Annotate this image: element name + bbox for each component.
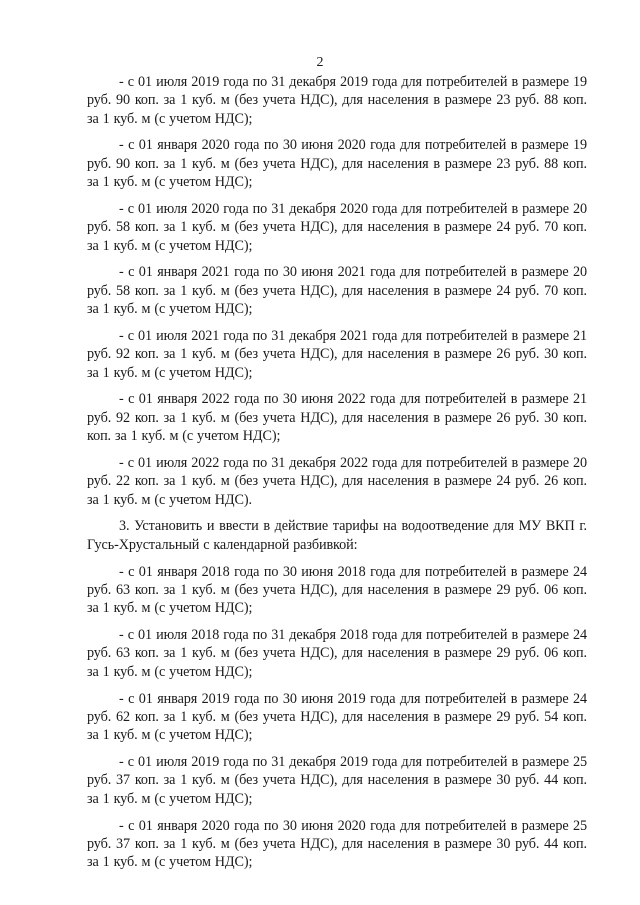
tariff-item-sewage-2019-h1: - с 01 января 2019 года по 30 июня 2019 года для потребителей в размере 24 руб. 62 коп. за 1 куб. м (без учета НДС), для населения в размере 29 руб. 54 коп. за 1 куб. м (с учетом НДС); <box>87 690 587 744</box>
tariff-item-water-2021-h2: - с 01 июля 2021 года по 31 декабря 2021 года для потребителей в размере 21 руб. 92 коп. за 1 куб. м (без учета НДС), для населения в размере 26 руб. 30 коп. за 1 куб. м (с учетом НДС); <box>87 327 587 381</box>
tariff-item-sewage-2018-h2: - с 01 июля 2018 года по 31 декабря 2018 года для потребителей в размере 24 руб. 63 коп. за 1 куб. м (без учета НДС), для населения в размере 29 руб. 06 коп. за 1 куб. м (с учетом НДС); <box>87 627 587 680</box>
section-3-heading: 3. Установить и ввести в действие тарифы на водоотведение для МУ ВКП г. Гусь-Хрустальный с календарной разбивкой: <box>87 518 587 553</box>
tariff-item-water-2020-h2: - с 01 июля 2020 года по 31 декабря 2020 года для потребителей в размере 20 руб. 58 коп. за 1 куб. м (без учета НДС), для населения в размере 24 руб. 70 коп. за 1 куб. м (с учетом НДС); <box>87 200 587 254</box>
tariff-item-water-2020-h1: - с 01 января 2020 года по 30 июня 2020 года для потребителей в размере 19 руб. 90 коп. за 1 куб. м (без учета НДС), для населения в размере 23 руб. 88 коп. за 1 куб. м (с учетом НДС); <box>87 137 587 191</box>
page-number: 2 <box>316 55 324 70</box>
tariff-item-water-2021-h1: - с 01 января 2021 года по 30 июня 2021 года для потребителей в размере 20 руб. 58 коп. за 1 куб. м (без учета НДС), для населения в размере 24 руб. 70 коп. за 1 куб. м (с учетом НДС); <box>87 264 587 318</box>
tariff-item-water-2022-h1: - с 01 января 2022 года по 30 июня 2022 года для потребителей в размере 21 руб. 92 коп. за 1 куб. м (без учета НДС), для населения в размере 26 руб. 30 коп. коп. за 1 куб. м (с учетом НДС); <box>87 391 587 445</box>
tariff-item-sewage-2020-h1: - с 01 января 2020 года по 30 июня 2020 года для потребителей в размере 25 руб. 37 коп. за 1 куб. м (без учета НДС), для населения в размере 30 руб. 44 коп. за 1 куб. м (с учетом НДС); <box>87 817 587 871</box>
tariff-item-sewage-2019-h2: - с 01 июля 2019 года по 31 декабря 2019 года для потребителей в размере 25 руб. 37 коп. за 1 куб. м (без учета НДС), для населения в размере 30 руб. 44 коп. за 1 куб. м (с учетом НДС); <box>87 754 587 807</box>
document-body <box>87 73 587 880</box>
tariff-item-sewage-2018-h1: - с 01 января 2018 года по 30 июня 2018 года для потребителей в размере 24 руб. 63 коп. за 1 куб. м (без учета НДС), для населения в размере 29 руб. 06 коп. за 1 куб. м (с учетом НДС); <box>87 563 587 617</box>
tariff-item-water-2022-h2: - с 01 июля 2022 года по 31 декабря 2022 года для потребителей в размере 20 руб. 22 коп. за 1 куб. м (без учета НДС), для населения в размере 24 руб. 26 коп. за 1 куб. м (с учетом НДС). <box>87 454 587 508</box>
tariff-item-water-2019-h2: - с 01 июля 2019 года по 31 декабря 2019 года для потребителей в размере 19 руб. 90 коп. за 1 куб. м (без учета НДС), для населения в размере 23 руб. 88 коп. за 1 куб. м (с учетом НДС); <box>87 74 587 127</box>
